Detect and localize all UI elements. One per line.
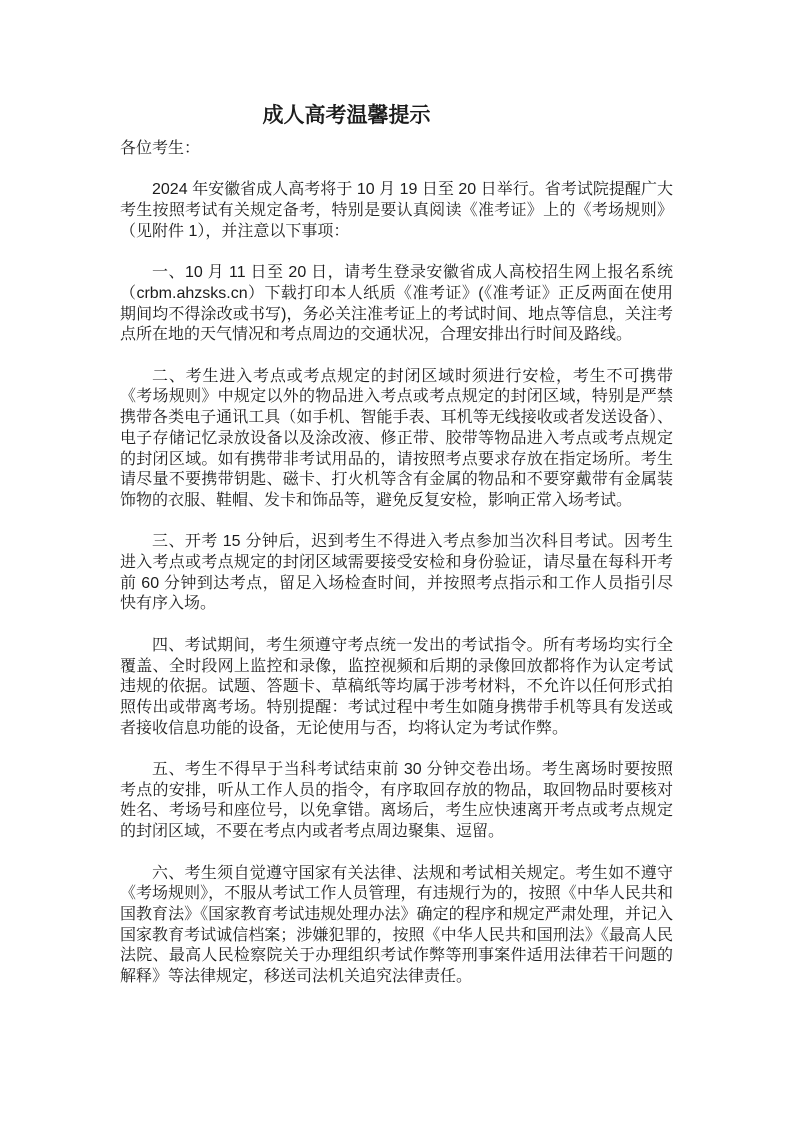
- paragraph-item-1: 一、10 月 11 日至 20 日，请考生登录安徽省成人高校招生网上报名系统（crbm.ahzsks.cn）下载打印本人纸质《准考证》(《准考证》正反两面在使用期间均不得涂改或书写)，务必关注准考证上的考试时间、地点等信息，关注考点所在地的天气情况和考点周边的交通状况，合理安排出行时间及路线。: [120, 264, 673, 344]
- paragraph-item-3: 三、开考 15 分钟后，迟到考生不得进入考点参加当次科目考试。因考生进入考点或考点规定的封闭区域需要接受安检和身份验证，请尽量在每科开考前 60 分钟到达考点，留足入场检查时间，并按照考点指示和工作人员指引尽快有序入场。: [120, 533, 673, 613]
- document-title: 成人高考温馨提示: [262, 104, 431, 127]
- paragraph-item-5: 五、考生不得早于当科考试结束前 30 分钟交卷出场。考生离场时要按照考点的安排，听从工作人员的指令，有序取回存放的物品，取回物品时要核对姓名、考场号和座位号，以免拿错。离场后，考生应快速离开考点或考点规定的封闭区域，不要在考点内或者考点周边聚集、逗留。: [120, 761, 673, 841]
- paragraph-item-4: 四、考试期间，考生须遵守考点统一发出的考试指令。所有考场均实行全覆盖、全时段网上监控和录像，监控视频和后期的录像回放都将作为认定考试违规的依据。试题、答题卡、草稿纸等均属于涉考材料，不允许以任何形式拍照传出或带离考场。特别提醒：考试过程中考生如随身携带手机等具有发送或者接收信息功能的设备，无论使用与否，均将认定为考试作弊。: [120, 636, 673, 737]
- paragraph-item-2: 二、考生进入考点或考点规定的封闭区域时须进行安检，考生不可携带《考场规则》中规定以外的物品进入考点或考点规定的封闭区域，特别是严禁携带各类电子通讯工具（如手机、智能手表、耳机等无线接收或者发送设备）、电子存储记忆录放设备以及涂改液、修正带、胶带等物品进入考点或考点规定的封闭区域。如有携带非考试用品的，请按照考点要求存放在指定场所。考生请尽量不要携带钥匙、磁卡、打火机等含有金属的物品和不要穿戴带有金属装饰物的衣服、鞋帽、发卡和饰品等，避免反复安检，影响正常入场考试。: [120, 367, 673, 509]
- salutation: 各位考生：: [120, 140, 201, 157]
- paragraph-item-6: 六、考生须自觉遵守国家有关法律、法规和考试相关规定。考生如不遵守《考场规则》，不服从考试工作人员管理，有违规行为的，按照《中华人民共和国教育法》《国家教育考试违规处理办法》确定的程序和规定严肃处理，并记入国家教育考试诚信档案；涉嫌犯罪的，按照《中华人民共和国刑法》《最高人民法院、最高人民检察院关于办理组织考试作弊等刑事案件适用法律若干问题的解释》等法律规定，移送司法机关追究法律责任。: [120, 864, 673, 986]
- paragraph-intro: 2024 年安徽省成人高考将于 10 月 19 日至 20 日举行。省考试院提醒广大考生按照考试有关规定备考，特别是要认真阅读《准考证》上的《考场规则》（见附件 1），并注意以下事项：: [120, 181, 673, 240]
